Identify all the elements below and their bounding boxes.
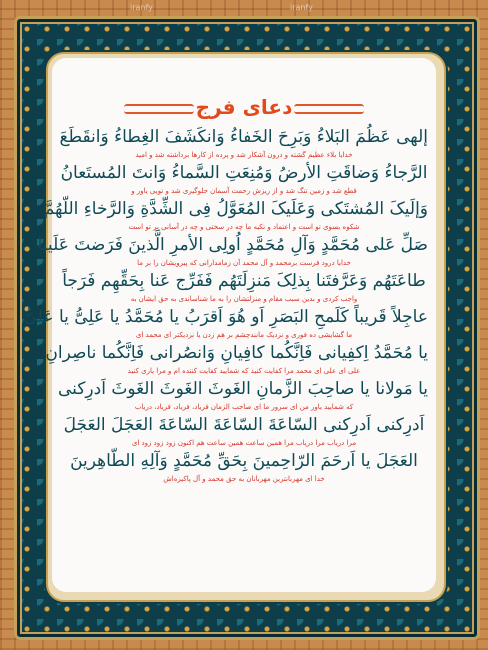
prayer-line: [60, 268, 428, 304]
persian-translation: واجب کردی و بدین سبب مقام و منزلتشان را به ما شناساندی به حق ایشان به: [130, 295, 358, 303]
prayer-line: [60, 160, 428, 196]
persian-translation: خدا ای مهربانترین مهربانان به حق محمد و آل پاکیزه‌اش: [163, 475, 325, 483]
arabic-text: یا مَولانا یا صاحِبَ الزَّمانِ الغَوثَ الغَوثَ الغَوثَ اَدرِکنی: [58, 379, 428, 399]
persian-translation: که شمایید یاور من ای سرور ما ای صاحب الزمان فریاد، فریاد، فریاد، دریاب: [134, 403, 354, 411]
persian-translation: شکوه بسوی تو است و اعتماد و تکیه ما چه در سختی و چه در آسانی بر تو است: [128, 223, 360, 231]
persian-translation: خدایا درود فرست برمحمد و آل محمد آن زمامدارانی که پیرویشان را بر ما: [137, 259, 351, 267]
arabic-text: إلهی عَظُمَ البَلاءُ وَبَرِحَ الخَفاءُ وَانکَشَفَ الغِطاءُ وَانقَطَعَ: [59, 127, 428, 147]
arabic-text: العَجَلَ یا اَرحَمَ الرّاحِمینَ بِحَقِّ مُحَمَّدٍ وَآلِهِ الطّاهِرینَ: [70, 451, 418, 471]
arabic-text: عاجِلاً قَریباً کَلَمحِ البَصَرِ اَو هُوَ اَقرَبُ یا مُحَمَّدُ یا عَلِیُّ یا عَلِیُّ: [23, 307, 428, 327]
prayer-title: دعای فرج: [195, 95, 293, 119]
arabic-text: الرَّجاءُ وَضاقَتِ الأرضُ وَمُنِعَتِ السَّماءُ وَانتَ المُستَعانُ: [60, 163, 428, 183]
persian-translation: قطع شد و زمین تنگ شد و از ریزش رحمت آسمان جلوگیری شد و تویی یاور و: [131, 187, 357, 195]
arabic-text: صَلِّ عَلی مُحَمَّدٍ وَآلِ مُحَمَّدٍ اُولِی الأمرِ الَّذینَ فَرَضتَ عَلَینا: [37, 235, 428, 255]
persian-translation: مرا دریاب مرا دریاب مرا همین ساعت همین ساعت هم اکنون زود زود زود ای: [131, 439, 357, 447]
prayer-lines: [23, 124, 428, 484]
prayer-line: [45, 340, 428, 376]
persian-translation: خدایا بلاء عظیم گشته و درون آشکار شد و پرده از کارها برداشته شد و امید: [135, 151, 353, 159]
title-area: [72, 92, 416, 122]
arabic-text: یا مُحَمَّدُ اِکفِیانی فَاِنَّکُما کافِیانِ وَانصُرانی فَاِنَّکُما ناصِرانِ: [45, 343, 428, 363]
prayer-line: [23, 304, 428, 340]
watermark: iranfy: [130, 3, 153, 12]
prayer-line: [60, 448, 428, 484]
arabic-text: وَإلَیکَ المُشتَکی وَعَلَیکَ المُعَوَّلُ فِی الشِّدَّةِ وَالرَّخاءِ اللّهُمَّ: [43, 199, 428, 219]
persian-translation: علی ای علی ای محمد مرا کفایت کنید که شمایید کفایت کننده ام و مرا یاری کنید: [127, 367, 361, 375]
prayer-line: [37, 232, 428, 268]
title-ornament-right: [294, 104, 364, 114]
prayer-line: [60, 124, 428, 160]
arabic-text: طاعَتَهُم وَعَرَّفتَنا بِذلِکَ مَنزِلَتَهُم فَفَرِّج عَنا بِحَقِّهِم فَرَجاً: [62, 271, 426, 291]
prayer-line: [60, 412, 428, 448]
prayer-line: [43, 196, 428, 232]
watermark: iranfy: [290, 3, 313, 12]
title-ornament-left: [124, 104, 194, 114]
persian-translation: ما گشایشی ده فوری و نزدیک مانندچشم بر هم زدن یا نزدیکتر ای محمد ای: [135, 331, 353, 339]
prayer-line: [60, 376, 428, 412]
arabic-text: اَدرِکنی اَدرِکنی السّاعَةَ السّاعَةَ السّاعَةَ العَجَلَ العَجَلَ: [63, 415, 425, 435]
